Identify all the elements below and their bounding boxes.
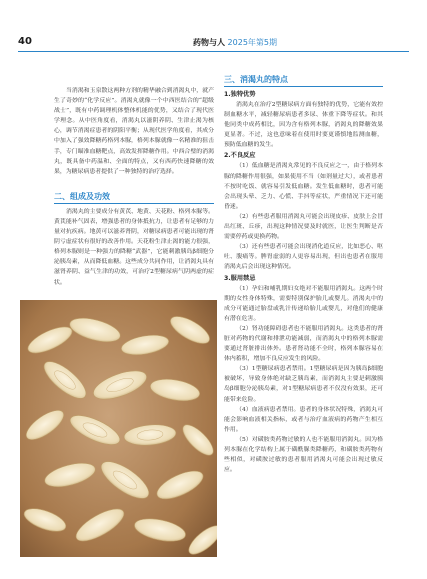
subsection-title-advantages: 1.独特优势: [224, 91, 256, 98]
adverse-reaction-1: （1）低血糖是消渴丸常见的不良反应之一，由于格列本脲的降糖作用很强，如果使用不当（如剂量过大），或者患者不按时吃饭、就容易引发低血糖。发生低血糖时，患者可能会出现头晕、乏力、心慌、手抖等症状，严重情况下还可能昏迷。: [224, 163, 383, 210]
journal-name: 药物与人: [193, 38, 225, 47]
contraindication-4: （4）血液病患者禁用。患者的身体状况特殊，消渴丸可能会影响血液相关指标，或者与治疗血液病的药物产生相互作用。: [224, 406, 383, 433]
contraindication-1: （1）孕妇和哺乳期妇女绝对不能服用消渴丸。这两个时期的女性身体特殊，需要特别保护胎儿或婴儿。消渴丸中的成分可能通过胎盘或乳汁传递给胎儿或婴儿，对他们的健康有潜在危害。: [224, 285, 383, 322]
adverse-reaction-3: （3）还有些患者可能会出现消化道反应，比如恶心、呕吐、腹痛等。脾胃虚弱的人更容易出现，但出也患者在服用消渴丸后会出现这种情况。: [224, 244, 383, 271]
contraindication-3: （3）1型糖尿病患者禁用。1型糖尿病是因为胰岛β细胞被破坏，导致身体绝对缺乏胰岛素，而消渴丸主要是刺激胰岛β细胞分泌胰岛素，对1型糖尿病患者不仅没有效果，还可能带来危险。: [224, 366, 383, 403]
advantages-paragraph: 消渴丸在治疗2型糖尿病方面有独特的优势，它能有效控制血糖水平，减轻糖尿病患者多尿、体重下降等症状。和其他同类中成药相比，因为含有格列本脲，消渴丸的降糖效果更显著。不过，这也意味着在使用时要更谨慎地监测血糖，预防低血糖的发生。: [224, 102, 383, 149]
herbal-slices-photo: [20, 300, 217, 557]
journal-issue: 2025年第5期: [227, 38, 277, 47]
adverse-reaction-2: （2）有些患者服用消渴丸可能会出现皮疹、皮肤上会冒出红斑、丘疹，出现这种情况要及时就医，让医生判断是否需要停药或更换药物。: [224, 213, 383, 241]
herb-slices-illustration: [20, 300, 217, 557]
right-column: [224, 74, 383, 475]
composition-paragraph: 消渴丸的主要成分有黄芪、地黄、天花粉、格列本脲等。黄芪能补气固表，增强患者的身体抵抗力，让患者有足够的力量对抗疾病。地黄可以滋养肾阴，对糖尿病患者可能出现的肾阴亏虚症状有很好的改善作用。天花粉生津止渴的能力很强，格列本脲则是一种强力的降糖“武器”，它能刺激胰岛β细胞分泌胰岛素，从而降低血糖。这些成分共同作用，让消渴丸具有滋肾养阴、益气生津的功效，可治疗2型糖尿病气阴两虚的症状。: [54, 208, 214, 286]
journal-masthead: [193, 37, 277, 48]
intro-paragraph: 当消渴和玉泉散这两种方剂的精华融合到消渴丸中，就产生了奇妙的“化学反应”。消渴丸就像一个中西医结合的“超级战士”，既有中药调理机体整体机能的优势，又结合了现代医学理念。从中医角度看，消渴丸以滋阴养阴、生津止渴为核心，调节消渴症患者的阴阳平衡；从现代医学角度看，其成分中加入了强效降糖药格列本脲，格列本脲就像一名精准的狙击手，专门瞄准血糖靶点，高效发挥降糖作用。中西合璧的消渴丸，既具备中药温和、全面的特点，又有西药快速降糖的效果，为糖尿病患者提供了一种独特的治疗选择。: [54, 88, 214, 175]
page-header: [0, 0, 427, 52]
contraindication-5: （5）对磺胺类药物过敏的人也不能服用消渴丸。因为格列本脲在化学结构上属于磺酰脲类降糖药，和磺胺类药物有些相似，对磺胺过敏的患者服用消渴丸可能会出现过敏反应。: [224, 436, 383, 474]
section-title-composition: 二、组成及功效: [54, 191, 214, 204]
left-column: [54, 86, 214, 288]
page-number: 40: [18, 36, 32, 47]
subsection-title-adverse-reactions: 2.不良反应: [224, 152, 256, 160]
contraindication-2: （2）肾功能障碍患者也不能服用消渴丸。这类患者的肾脏对药物的代谢和排泄功能减弱，而消渴丸中的格列本脲需要通过肾脏排出体外。患者肾功能不全时，格列本脲容易在体内蓄积，增加不良反应发生的风险。: [224, 325, 383, 363]
header-divider: [18, 51, 409, 52]
section-title-features: 三、消渴丸的特点: [224, 74, 383, 87]
subsection-title-contraindications: 3.服用禁忌: [224, 274, 256, 282]
